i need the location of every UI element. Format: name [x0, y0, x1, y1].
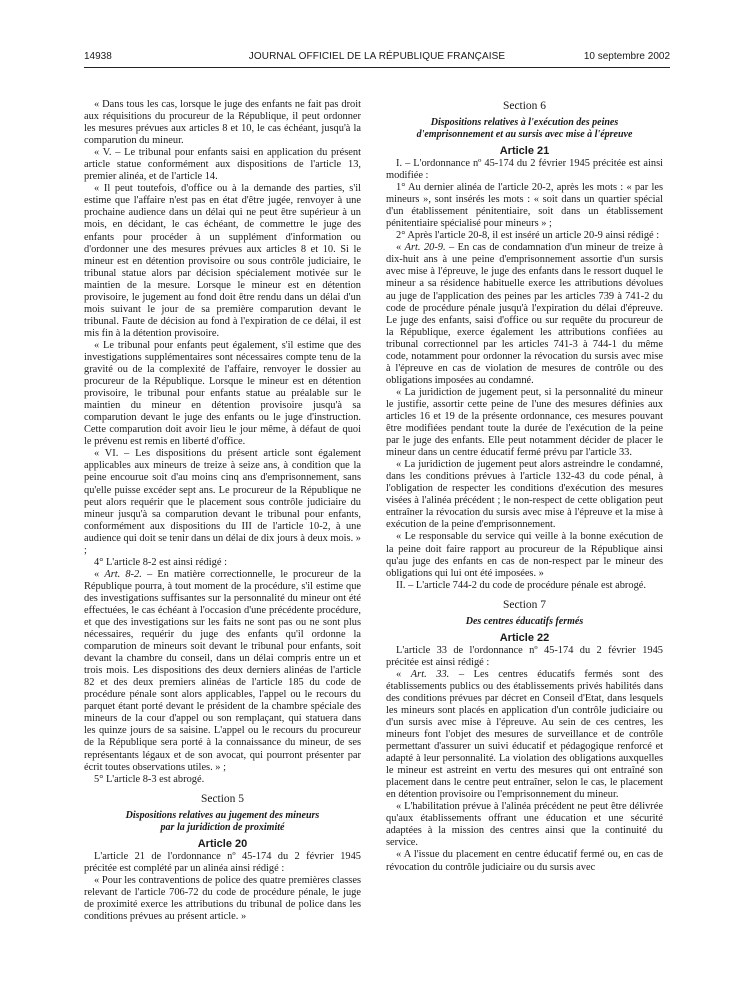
section-subtitle: Dispositions relatives à l'exécution des peines	[430, 117, 619, 128]
paragraph: « La juridiction de jugement peut alors astreindre le condamné, dans les conditions prévues à l'article 132-43 du code pénal, à l'obligation de respecter les conditions d'exécution des mesures visées à l'alinéa précédent ; le non-respect de cette obligation peut entraîner la révocation du sursis avec mise à l'épreuve et la mise à exécution de la peine d'emprisonnement.	[386, 459, 663, 531]
section-subtitle: Des centres éducatifs fermés	[465, 615, 584, 627]
paragraph	[386, 242, 663, 387]
paragraph: « VI. – Les dispositions du présent article sont également applicables aux mineurs de treize à seize ans, à condition que la peine encourue soit d'au moins cinq ans d'emprisonnement, sans qu'elle puisse excéder sept ans. Le procureur de la République ne peut alors requérir que le placement sous contrôle judiciaire du mineur jusqu'à sa comparution devant le tribunal pour enfants, conformément aux dispositions du III de l'article 10-2, à une audience qui doit se tenir dans un délai de dix jours à deux mois. » ;	[84, 448, 361, 556]
quote-open: «	[396, 668, 411, 680]
paragraph: « Il peut toutefois, d'office ou à la demande des parties, s'il estime que l'affaire n'est pas en état d'être jugée, renvoyer à une prochaine audience dans un délai qui ne peut être supérieur à un mois, en décidant, le cas échéant, de commettre le juge des enfants pour procéder à un supplément d'information ou d'ordonner une des mesures prévues aux articles 8 et 10. Si le mineur est en détention provisoire ou sous contrôle judiciaire, le tribunal statue alors par décision spécialement motivée sur le maintien de la mesure. Lorsque le mineur est en détention provisoire, le jugement au fond doit être rendu dans un délai d'un mois suivant le jour de sa première comparution devant le tribunal. Faute de décision au fond à l'expiration de ce délai, il est mis fin à la détention provisoire.	[84, 183, 361, 339]
article-reference: Art. 20-9.	[404, 242, 446, 254]
paragraph: L'article 33 de l'ordonnance nº 45-174 du 2 février 1945 précitée est ainsi rédigé :	[386, 644, 663, 668]
article-reference: Art. 8-2.	[104, 568, 142, 580]
paragraph	[386, 669, 663, 802]
page-header	[84, 50, 670, 66]
paragraph: I. – L'ordonnance nº 45-174 du 2 février 1945 précitée est ainsi modifiée :	[386, 158, 663, 182]
article-title: Article 22	[499, 631, 550, 644]
paragraph-text: – Les centres éducatifs fermés sont des établissements publics ou des établissements privés habilités dans des conditions prévues par décret en Conseil d'Etat, dans lesquels les mineurs sont placés en application d'un contrôle judiciaire ou d'un sursis avec mise à l'épreuve. Au sein de ces centres, les mineurs font l'objet des mesures de surveillance et de contrôle permettant d'assurer un suivi éducatif et pédagogique renforcé et adapté à leur personnalité. La violation des obligations auxquelles le mineur est astreint en vertu des mesures qui ont entraîné son placement dans le centre peut entraîner, selon le cas, le placement en détention provisoire ou l'emprisonnement du mineur.	[386, 668, 664, 801]
paragraph: « Le tribunal pour enfants peut également, s'il estime que des investigations supplémentaires sont nécessaires compte tenu de la gravité ou de la complexité de l'affaire, renvoyer le dossier au procureur de la République. Lorsque le mineur est en détention provisoire, le tribunal pour enfants statue au préalable sur le maintien du mineur en détention provisoire jusqu'à sa comparution devant le juge des enfants ou le juge d'instruction. Cette comparution doit avoir lieu le jour même, à défaut de quoi le prévenu est remis en liberté d'office.	[84, 339, 361, 448]
paragraph: « L'habilitation prévue à l'alinéa précédent ne peut être délivrée qu'aux établissements offrant une éducation et une sécurité adaptées à la mission des centres ainsi que la continuité du service.	[386, 801, 663, 849]
paragraph: 2° Après l'article 20-8, il est inséré un article 20-9 ainsi rédigé :	[396, 230, 660, 242]
article-title: Article 21	[499, 145, 550, 157]
paragraph: L'article 21 de l'ordonnance nº 45-174 du 2 février 1945 précitée est complété par un alinéa ainsi rédigé :	[84, 850, 361, 874]
paragraph-text: – En matière correctionnelle, le procureur de la République pourra, à tout moment de la procédure, s'il estime que des investigations suffisantes sur la personnalité du mineur ont été effectuées, le cas échéant à l'occasion d'une précédente procédure, et que des investigations sur les faits ne sont pas ou ne sont plus nécessaires, requérir du juge des enfants qu'il ordonne la comparution de mineurs soit devant le tribunal pour enfants, soit devant la chambre du conseil, dans un délai compris entre un et trois mois. Les dispositions des deux derniers alinéas de l'article 82 et des deux premiers alinéas de l'article 185 du code de procédure pénale sont alors applicables, l'appel ou le recours du parquet étant porté devant le président de la chambre spéciale des mineurs de la cour d'appel ou son remplaçant, qui statuera dans les quinze jours de sa saisine. L'appel ou le recours du procureur de la République sera porté à la connaissance du mineur, de ses représentants légaux et de son avocat, qui pourront présenter par écrit toutes observations utiles. » ;	[84, 568, 361, 773]
section-title: Section 6	[502, 100, 547, 112]
paragraph: II. – L'article 744-2 du code de procédure pénale est abrogé.	[396, 579, 646, 591]
paragraph: « Dans tous les cas, lorsque le juge des enfants ne fait pas droit aux réquisitions du procureur de la République, il peut ordonner les mesures prévues aux articles 8 et 10, le cas échéant, jusqu'à la comparution du mineur.	[84, 99, 361, 147]
quote-open: «	[396, 242, 405, 254]
section-title: Section 7	[502, 598, 547, 611]
page-number: 14938	[84, 51, 112, 62]
section-title: Section 5	[200, 792, 245, 805]
paragraph: « V. – Le tribunal pour enfants saisi en application du présent article statue conformément aux dispositions de l'article 13, premier alinéa, et de l'article 14.	[84, 147, 361, 183]
paragraph-text: – En cas de condamnation d'un mineur de treize à dix-huit ans à une peine d'emprisonnement assortie d'un sursis avec mise à l'épreuve, le juge des enfants dans le ressort duquel le mineur a sa résidence habituelle exerce les attributions dévolues au juge de l'application des peines par les articles 739 à 741-2 du code de procédure pénale jusqu'à l'expiration du délai d'épreuve. Le juge des enfants, saisi d'office ou sur requête du procureur de la République, exerce également les attributions confiées au tribunal correctionnel par les articles 741-3 à 744-1 du même code, notamment pour ordonner la révocation du sursis avec mise à l'épreuve en cas de violation de mesures de contrôle ou des obligations imposées au condamné.	[386, 242, 664, 386]
section-subtitle: d'emprisonnement et au sursis avec mise à l'épreuve	[416, 129, 633, 140]
left-column	[84, 99, 361, 923]
paragraph: 4° L'article 8-2 est ainsi rédigé :	[94, 556, 227, 568]
article-title: Article 20	[197, 837, 248, 850]
publication-date: 10 septembre 2002	[583, 51, 670, 62]
paragraph: 5° L'article 8-3 est abrogé.	[94, 773, 205, 785]
article-reference: Art. 33.	[410, 668, 450, 680]
paragraph: « A l'issue du placement en centre éducatif fermé ou, en cas de révocation du contrôle judiciaire ou du sursis avec	[386, 849, 663, 873]
paragraph: « Pour les contraventions de police des quatre premières classes relevant de l'article 706-72 du code de procédure pénale, le juge de proximité exerce les attributions du tribunal de police dans les conditions prévues au présent article. »	[84, 874, 361, 922]
paragraph: « La juridiction de jugement peut, si la personnalité du mineur le justifie, assortir cette peine de l'une des mesures définies aux articles 16 et 19 de la présente ordonnance, ces mesures pouvant être modifiées pendant toute la durée de l'exécution de la peine par le juge des enfants. Elle peut notamment décider de placer le mineur dans un centre éducatif fermé prévu par l'article 33.	[386, 386, 663, 459]
paragraph: 1° Au dernier alinéa de l'article 20-2, après les mots : « par les mineurs », sont insérés les mots : « soit dans un quartier spécial d'un établissement pénitentiaire, soit dans un établissement pénitentiaire spécialisé pour mineurs » ;	[386, 182, 663, 230]
journal-title: JOURNAL OFFICIEL DE LA RÉPUBLIQUE FRANÇAISE	[248, 51, 506, 62]
right-column	[386, 99, 663, 874]
header-rule	[84, 67, 670, 68]
paragraph: « Le responsable du service qui veille à la bonne exécution de la peine doit faire rapport au procureur de la République ainsi qu'au juge des enfants en cas de non-respect par le mineur des obligations qui lui ont été imposées. »	[386, 531, 663, 579]
quote-open: «	[94, 568, 105, 580]
paragraph	[84, 569, 361, 774]
section-subtitle: Dispositions relatives au jugement des mineurs	[125, 809, 320, 821]
section-subtitle: par la juridiction de proximité	[160, 821, 285, 833]
